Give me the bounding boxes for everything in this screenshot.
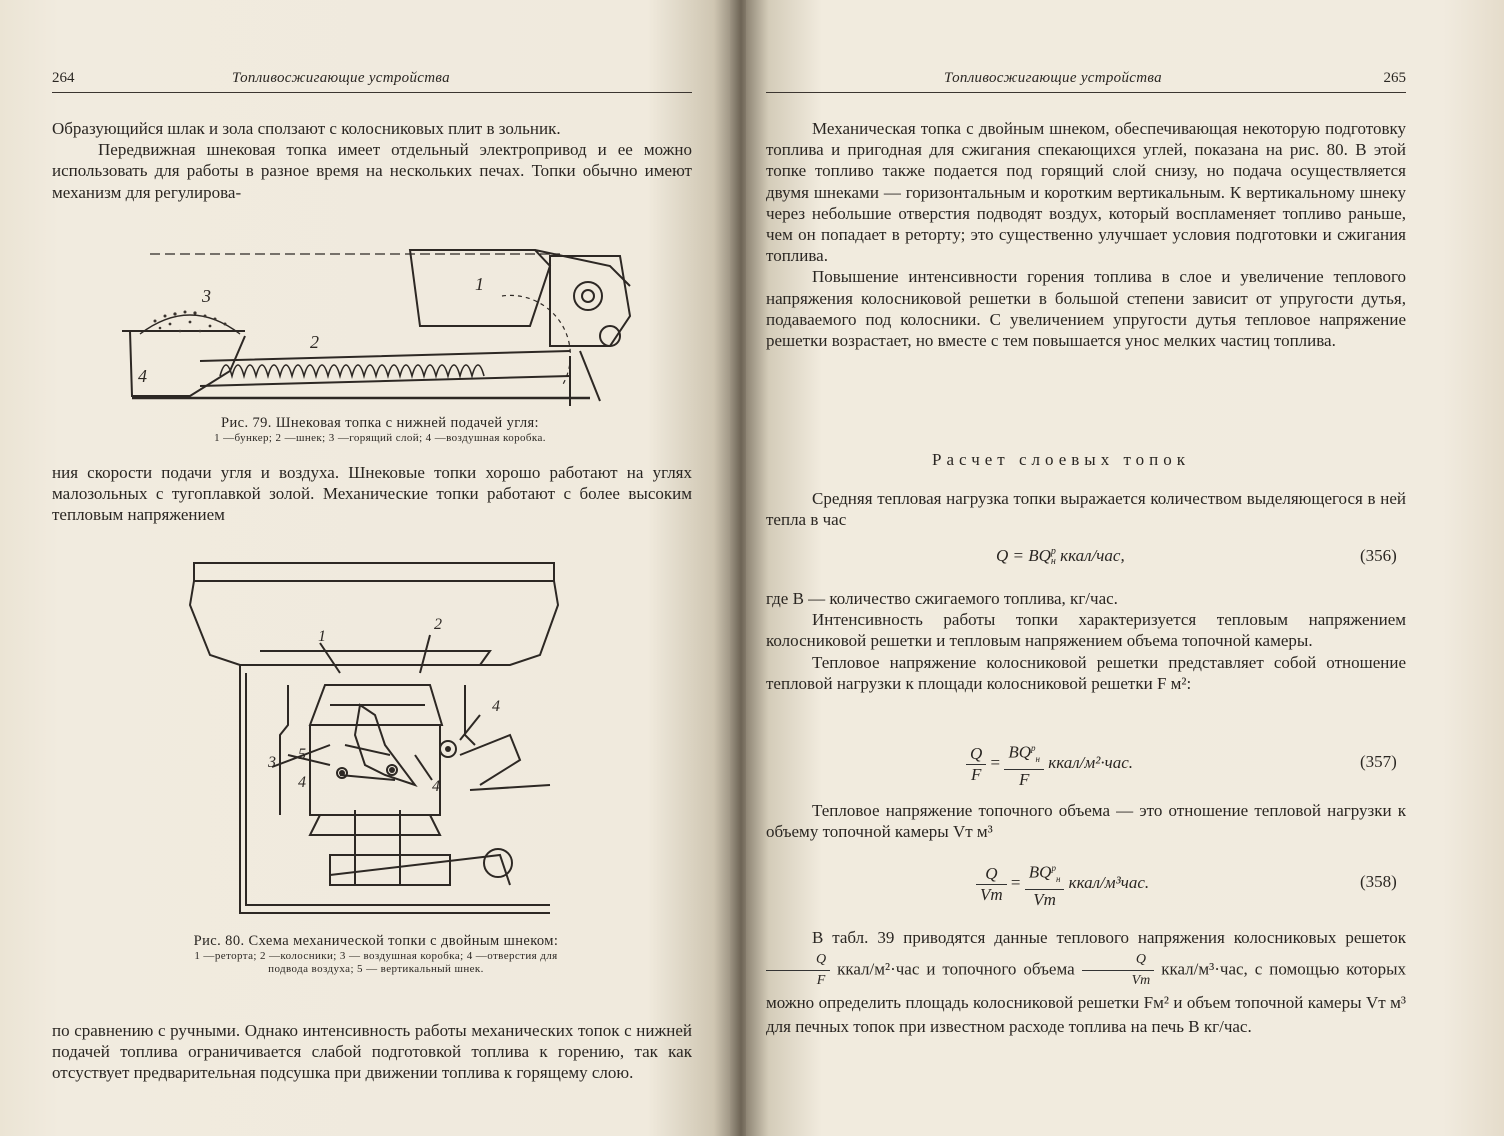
svg-text:5: 5 — [298, 746, 306, 763]
equation-357-number: (357) — [1360, 752, 1397, 771]
equation-356: Q = BQ р н ккал/час, — [996, 546, 1125, 568]
svg-text:1: 1 — [318, 628, 326, 645]
svg-text:4: 4 — [432, 778, 440, 795]
paragraph-top: Образующийся шлак и зола сползают с колосниковых плит в зольник. Передвижная шнековая топка имеет отдельный электропривод и ее можно использовать для работы в разное время на нескольких печах. Топки обычно имеют механизм для регулирова- — [52, 119, 692, 202]
right-page — [746, 0, 1504, 1136]
paragraph-volume: Тепловое напряжение топочного объема — это отношение тепловой нагрузки к объему топочной камеры Vт м³ — [766, 801, 1406, 842]
equation-357: $\frac{Q}{F}$ = $\frac{BQ^р_н}{F}$ ккал/м²·час. — [966, 738, 1133, 790]
paragraphs-middle: где B — количество сжигаемого топлива, кг/час. Интенсивность работы топки характеризуется тепловым напряжением колосниковой решетки и тепловым напряжением объема топочной камеры. Тепловое напряжение колосниковой решетки представляет собой отношение тепловой нагрузки к площади колосниковой решетки F м²: — [766, 589, 1406, 693]
paragraph-middle: ния скорости подачи угля и воздуха. Шнековые топки хорошо работают на углях малозольных с тугоплавкой золой. Механические топки работают с более высоким тепловым напряжением — [52, 463, 692, 525]
right-running-header — [766, 68, 1406, 93]
left-page — [0, 0, 736, 1136]
paragraph-load: Средняя тепловая нагрузка топки выражается количеством выделяющегося в ней тепла в час — [766, 489, 1406, 530]
paragraphs-top: Механическая топка с двойным шнеком, обеспечивающая некоторую подготовку топлива и пригодная для сжигания спекающихся углей, показана на рис. 80. В этой топке топливо также подается под горящий слой снизу, но подача осуществляется двумя шнеками — горизонтальным и коротким вертикальным. К вертикальному шнеку через небольшие отверстия подводят воздух, который воспламеняет топливо раньше, чем он попадает в реторту; это существенно улучшает условия подготовки и сжигания топлива. Повышение интенсивности горения топлива в слое и увеличение теплового напряжения колосниковой решетки в большой степени зависит от упругости дутья, подаваемого под колосники. С увеличением упругости дутья тепловое напряжение решетки возрастает, но вместе с тем повышается унос мелких частиц топлива. — [766, 119, 1406, 351]
paragraph-table-ref: В табл. 39 приводятся данные теплового напряжения колосниковых решеток $\frac{Q}{F}$ ккал/м²·час и топочного объема $\frac{Q}{Vт}$ ккал/м³·час, с помощью которых можно определить площадь колосниковой решетки Fм² и объем топочной камеры Vт м³ для печных топок при известном расходе топлива на печь B кг/час. — [766, 928, 1407, 1036]
figure-79-legend: 1 —бункер; 2 —шнек; 3 —горящий слой; 4 —воздушная коробка. — [214, 432, 546, 444]
equation-358-number: (358) — [1360, 872, 1397, 891]
svg-text:4: 4 — [298, 774, 306, 791]
svg-text:2: 2 — [310, 332, 319, 352]
figure-79-title: Рис. 79. Шнековая топка с нижней подачей угля: — [221, 415, 539, 431]
running-title: Топливосжигающие устройства — [232, 70, 450, 86]
figure-79-screw-stoker — [110, 236, 650, 416]
section-heading: Расчет слоевых топок — [932, 450, 1191, 469]
svg-text:4: 4 — [138, 366, 147, 386]
paragraph-bottom: по сравнению с ручными. Однако интенсивность работы механических топок с нижней подачей топлива ограничивается слабой подготовкой топлива к горению, так как отсуствует предварительная подсушка при движении топлива к горящему слою. — [52, 1021, 692, 1083]
svg-text:2: 2 — [434, 616, 442, 633]
page-number: 264 — [52, 70, 75, 86]
svg-text:1: 1 — [475, 274, 484, 294]
figure-80-double-screw-stoker — [180, 555, 570, 920]
svg-text:3: 3 — [202, 286, 211, 306]
figure-80-legend: 1 —реторта; 2 —колосники; 3 — воздушная коробка; 4 —отверстия для подвода воздуха; 5 — вертикальный шнек. — [194, 950, 558, 975]
equation-358: $\frac{Q}{Vт}$ = $\frac{BQ^р_н}{Vт}$ ккал/м³час. — [976, 858, 1149, 910]
equation-356-number: (356) — [1360, 546, 1397, 565]
figure-80-title: Рис. 80. Схема механической топки с двойным шнеком: — [193, 933, 559, 949]
figure-80-caption — [176, 932, 576, 976]
svg-text:4: 4 — [492, 698, 500, 715]
running-title: Топливосжигающие устройства — [944, 70, 1162, 86]
svg-text:3: 3 — [268, 754, 276, 771]
left-running-header — [52, 68, 692, 93]
figure-79-caption — [120, 414, 640, 445]
page-number: 265 — [1383, 70, 1406, 86]
